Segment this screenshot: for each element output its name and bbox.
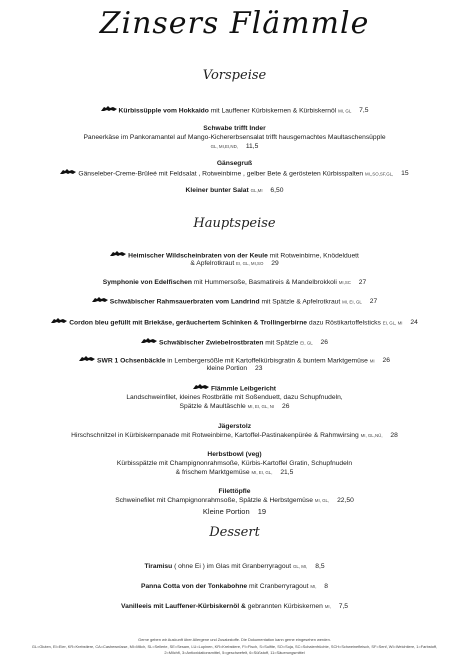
section-heading-vorspeise: Vorspeise <box>202 68 267 83</box>
item-name: Herbstbowl (veg) <box>207 451 262 458</box>
small-portion-price: 19 <box>257 507 267 516</box>
item-desc: dazu Röstikartoffelsticks <box>308 319 381 327</box>
item-price: 24 <box>410 319 418 327</box>
item-allergens: MI, GL <box>338 108 352 114</box>
item-desc: ( ohne Ei ) im Glas mit Granberryragout <box>174 563 292 570</box>
item-name: Kleiner bunter Salat <box>185 187 249 194</box>
menu-item-small-portion <box>8 507 461 517</box>
item-price: 8 <box>324 583 329 590</box>
item-allergens: MI, GL, <box>314 498 330 503</box>
item-desc: gebrannten Kürbiskernen <box>247 603 323 610</box>
item-allergens: MI, <box>310 584 317 589</box>
item-price: 26 <box>320 339 328 347</box>
item-name: Heimischer Wildscheinbraten von der Keule <box>128 252 268 260</box>
item-name: Flämmle Leibgericht <box>210 385 277 393</box>
section-heading-dessert: Dessert <box>209 525 260 540</box>
section-heading-hauptspeise: Hauptspeise <box>193 216 276 231</box>
menu-item-desc-line <box>8 402 461 412</box>
item-price: 6,50 <box>270 187 284 194</box>
menu-item-desc-line <box>8 468 461 478</box>
item-desc: Landschweinfilet, kleines Rostbrätle mit Soßenduett, dazu Schupfnudeln, <box>126 394 343 401</box>
item-name: Tiramisu <box>144 563 173 570</box>
item-desc: mit Spätzle & Apfelrotkraut <box>261 298 341 306</box>
small-portion-label: Kleine Portion <box>202 507 250 516</box>
menu-item <box>8 317 461 328</box>
item-desc: mit Hummersoße, Basmatireis & Mandelbrokkoli <box>193 279 337 286</box>
small-portion-label: kleine Portion <box>206 365 248 372</box>
item-allergens: MI, EI, GL, <box>251 470 273 475</box>
item-price: 29 <box>271 260 279 267</box>
menu-item-desc-line <box>8 259 461 269</box>
allergen-notice: Gerne geben wir Auskunft über Allergene und Zusatzstoffe. Die Dokumentation kann gerne eingesehen werden. <box>138 637 331 642</box>
item-desc: mit Cranberryragout <box>248 583 309 590</box>
lion-emblem-icon <box>92 296 108 307</box>
item-name: Schwäbischer Zwiebelrostbraten <box>158 339 264 347</box>
item-desc: in Lembergersößle mit Kartoffelkürbisgratin & buntem Marktgemüse <box>167 357 368 365</box>
item-name: Symphonie von Edelfischen <box>102 279 192 286</box>
item-price: 26 <box>382 357 390 365</box>
item-allergens: MI, EI, GL, NI <box>247 404 275 409</box>
item-desc: mit Spätzle <box>265 339 299 347</box>
item-allergens: GL, MI,EI,ND, <box>210 144 238 149</box>
item-name: Panna Cotta von der Tonkabohne <box>140 583 248 590</box>
allergen-legend: GL=Gluten, EI=Eier, KR=Krebstiere, CA=Cashewnüsse, MI=Milch, SL=Sellerie, SE=Sesam, LU=Lupinen, KR=Krebstiere, FI=Fisch, S=Sulfite, SO=Soja, SC=Schalenfrüchte, SCH=Schweinefleisch, SF=Senf, WI=Weichtiere, 1=Farbstoff, <box>31 644 438 649</box>
menu-item <box>8 105 461 116</box>
item-name: Vanilleeis mit Lauffener-Kürbiskernöl & <box>121 603 246 610</box>
item-allergens: MI,SC <box>338 280 351 285</box>
menu-item <box>8 296 461 307</box>
menu-item-small-portion <box>8 364 461 374</box>
item-name: Filettöpfle <box>218 488 251 495</box>
item-allergens: GL,MI <box>250 188 263 193</box>
item-price: 15 <box>401 170 409 178</box>
item-price: 11,5 <box>245 143 259 150</box>
item-allergens: MI, GL,NÜ, <box>360 433 383 438</box>
lion-emblem-icon <box>60 168 76 179</box>
item-name: Schwabe trifft Inder <box>203 125 266 132</box>
item-name: Kürbissüpple vom Hokkaido <box>118 107 209 115</box>
item-price: 22,50 <box>337 497 354 504</box>
item-desc: Paneerkäse im Pankoramantel auf Mango-Kichererbsensalat trifft hausgemachtes Maultaschensüpple <box>83 134 386 141</box>
item-price: 27 <box>369 298 378 306</box>
item-desc: Hirschschnitzel in Kürbiskernpanade mit Rotweinbirne, Kartoffel-Pastinakenpürée & Rahmwirsing <box>71 432 359 439</box>
lion-emblem-icon <box>51 317 67 328</box>
item-allergens: MI, <box>324 604 331 609</box>
item-desc: mit Lauffener Kürbiskernen & Kürbiskernöl <box>210 107 337 115</box>
small-portion-price: 23 <box>254 365 263 372</box>
item-allergens: EI, GL <box>300 340 313 346</box>
menu-item <box>8 602 461 612</box>
item-allergens: GL, MI, <box>293 564 308 569</box>
item-desc: Schweinefilet mit Champignonrahmsoße, Spätzle & Herbstgemüse <box>115 497 313 504</box>
lion-emblem-icon <box>101 105 117 116</box>
item-allergens: EI, GL, MI,SO <box>236 261 264 266</box>
item-desc-2: & frischem Marktgemüse <box>175 469 250 476</box>
item-name: Cordon bleu gefüllt mit Briekäse, geräuchertem Schinken & Trollingerbirne <box>69 319 308 327</box>
item-desc: Kürbisspätzle mit Champignonrahmsoße, Kürbis-Kartoffel Gratin, Schupfnudeln <box>116 460 353 467</box>
menu-item <box>8 337 461 348</box>
item-desc-2: & Apfelrotkraut <box>190 260 235 267</box>
item-allergens: MI <box>369 358 375 364</box>
item-desc: Gänseleber-Creme-Brûleé mit Feldsalat , Rotweinbirne , gelber Bete & gerösteten Kürbisspalten <box>78 170 364 178</box>
item-allergens: MI,,SO,SF,GL, <box>364 171 394 177</box>
item-price: 28 <box>390 432 398 439</box>
lion-emblem-icon <box>141 337 157 348</box>
item-price: 27 <box>358 279 367 286</box>
item-name: Schwäbischer Rahmsauerbraten vom Landrind <box>109 298 260 306</box>
menu-item-desc-line <box>8 168 461 179</box>
menu-title: Zinsers Flämmle <box>99 6 370 41</box>
item-allergens: EI, GL, MI <box>382 320 403 326</box>
item-desc-2: Spätzle & Maultäschle <box>179 403 246 410</box>
menu-item <box>8 562 461 572</box>
item-name: Jägerstolz <box>217 423 252 430</box>
item-price: 26 <box>282 403 290 410</box>
menu-item-desc-line <box>8 431 461 441</box>
item-price: 7,5 <box>359 107 369 115</box>
item-price: 21,5 <box>280 469 294 476</box>
item-desc: mit Rotweinbirne, Knödelduett <box>269 252 359 260</box>
menu-item <box>8 278 461 288</box>
menu-item-desc-line <box>8 496 461 506</box>
item-price: 8,5 <box>315 563 325 570</box>
additive-legend: 2=Milchfl, 3=Antioxidationsmittel, 5=geschwefelt, 6=Süßstoff, 11=Säuerungsmittel <box>164 650 305 655</box>
item-name: SWR 1 Ochsenbäckle <box>97 357 166 365</box>
menu-item <box>8 186 461 196</box>
item-price: 7,5 <box>338 603 348 610</box>
menu-item <box>8 582 461 592</box>
item-allergens: MI, EI, GL <box>342 299 362 305</box>
item-name: Gänsegruß <box>216 160 253 167</box>
menu-item-price-line <box>8 142 461 152</box>
